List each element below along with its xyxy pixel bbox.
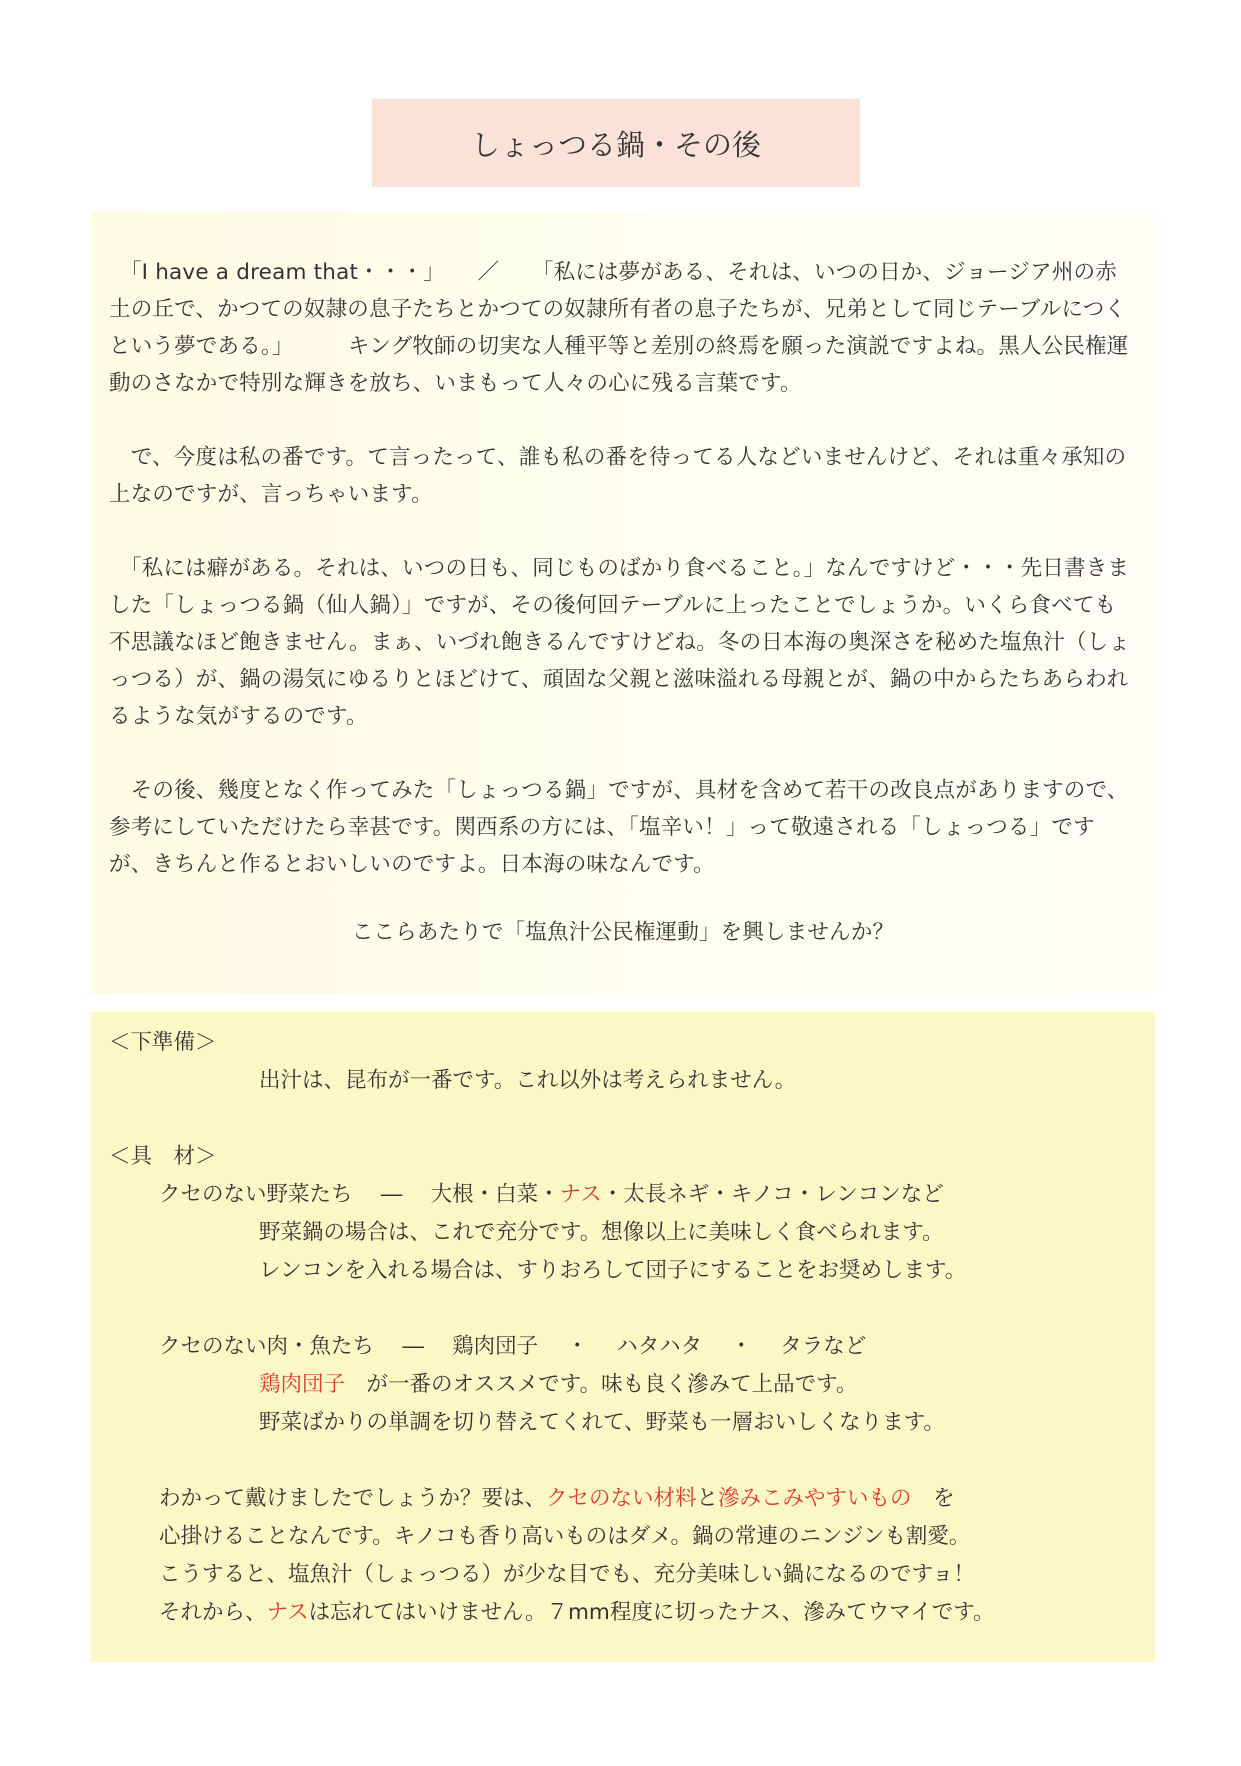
veg-note: レンコンを入れる場合は、すりおろして団子にすることをお奨めします。 [259, 1258, 967, 1283]
meat-line: クセのない肉・魚たち ― 鶏肉団子 ・ ハタハタ ・ タラなど [159, 1334, 867, 1359]
prep-text: 出汁は、昆布が一番です。これ以外は考えられません。 [259, 1068, 797, 1093]
summary-text: と [696, 1486, 719, 1511]
summary-text: わかって戴けましたでしょうか？要は、 [159, 1486, 547, 1511]
summary-text: は忘れてはいけません。７mm程度に切ったナス、滲みてウマイです。 [308, 1600, 995, 1625]
summary-text: を [911, 1486, 955, 1511]
intro-section [91, 212, 1155, 994]
page-title: しょっつる鍋・その後 [372, 99, 860, 187]
summary-line [109, 1480, 1137, 1518]
meat-note [109, 1366, 1137, 1404]
intro-paragraph: 「私には癖がある。それは、いつの日も、同じものばかり食べること。」なんですけど・・・先日書きました「しょっつる鍋（仙人鍋）」ですが、その後何回テーブルに上ったことでしょうか。いくら食べても不思議なほど飽きません。まぁ、いづれ飽きるんですけどね。冬の日本海の奥深さを秘めた塩魚汁（しょっつる）が、鍋の湯気にゆるりとほどけて、頑固な父親と滋味溢れる母親とが、鍋の中からたちあらわれるような気がするのです。 [109, 556, 1131, 729]
ingredients-heading: ＜具 材＞ [109, 1144, 217, 1169]
veg-line [109, 1176, 1137, 1214]
veg-note: 野菜鍋の場合は、これで充分です。想像以上に美味しく食べられます。 [259, 1220, 944, 1245]
veg-line-b: ・太長ネギ・キノコ・レンコンなど [601, 1182, 944, 1207]
meat-note: 野菜ばかりの単調を切り替えてくれて、野菜も一層おいしくなります。 [259, 1410, 945, 1435]
intro-paragraph: で、今度は私の番です。て言ったって、誰も私の番を待ってる人などいませんけど、それは重々承知の上なのですが、言っちゃいます。 [109, 445, 1127, 507]
intro-closing: ここらあたりで「塩魚汁公民権運動」を興しませんか？ [351, 920, 895, 945]
summary-line: 心掛けることなんです。キノコも香り高いものはダメ。鍋の常連のニンジンも割愛。 [159, 1524, 971, 1549]
intro-paragraph: その後、幾度となく作ってみた「しょっつる鍋」ですが、具材を含めて若干の改良点がありますので、参考にしていただけたら幸甚です。関西系の方には、「塩辛い！」って敬遠される「しょっつる」ですが、きちんと作るとおいしいのですよ。日本海の味なんです。 [109, 778, 1129, 877]
meat-note-text: が一番のオススメです。味も良く滲みて上品です。 [345, 1372, 858, 1397]
summary-line: こうすると、塩魚汁（しょっつる）が少な目でも、充分美味しい鍋になるのですョ！ [159, 1562, 975, 1587]
recipe-section [91, 1012, 1155, 1662]
veg-highlight: ナス [559, 1182, 602, 1207]
veg-line-a: クセのない野菜たち ― 大根・白菜・ [159, 1182, 560, 1207]
summary-line [109, 1594, 1137, 1632]
summary-text: それから、 [159, 1600, 267, 1625]
intro-paragraph: 「I have a dream that・・・」 ／ 「私には夢がある、それは、いつの日か、ジョージア州の赤土の丘で、かつての奴隷の息子たちとかつての奴隷所有者の息子たちが、兄弟として同じテーブルにつくという夢である。」 キング牧師の切実な人種平等と差別の終焉を願った演説ですよね。黒人公民権運動のさなかで特別な輝きを放ち、いまもって人々の心に残る言葉です。 [109, 260, 1129, 396]
meat-highlight: 鶏肉団子 [259, 1372, 346, 1397]
summary-highlight: クセのない材料 [546, 1486, 697, 1511]
summary-highlight: 滲みこみやすいもの [718, 1486, 912, 1511]
prep-heading: ＜下準備＞ [109, 1030, 217, 1055]
summary-highlight: ナス [266, 1600, 309, 1625]
